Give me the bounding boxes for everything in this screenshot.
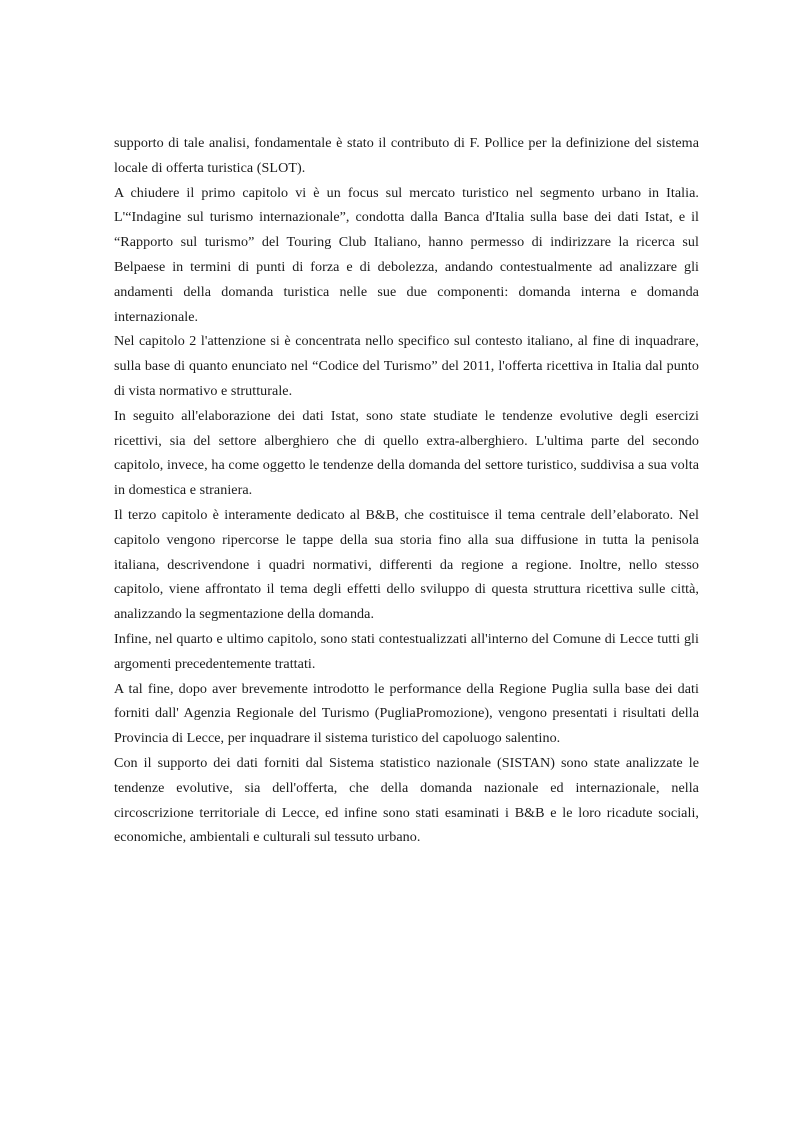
paragraph: Nel capitolo 2 l'attenzione si è concentrata nello specifico sul contesto italiano, al fine di inquadrare, sulla base di quanto enunciato nel “Codice del Turismo” del 2011, l'offerta ricettiva in Italia dal punto di vista normativo e strutturale.: [114, 333, 699, 399]
paragraph: A tal fine, dopo aver brevemente introdotto le performance della Regione Puglia sulla base dei dati forniti dall' Agenzia Regionale del Turismo (PugliaPromozione), vengono presentati i risultati della Provincia di Lecce, per inquadrare il sistema turistico del capoluogo salentino.: [114, 680, 699, 747]
paragraph: Con il supporto dei dati forniti dal Sistema statistico nazionale (SISTAN) sono state analizzate le tendenze evolutive, sia dell'offerta, che della domanda nazionale ed internazionale, nella circoscrizione territoriale di Lecce, ed infine sono stati esaminati i B&B e le loro ricadute sociali, economiche, ambientali e culturali sul tessuto urbano.: [114, 754, 699, 846]
paragraph: supporto di tale analisi, fondamentale è stato il contributo di F. Pollice per la definizione del sistema locale di offerta turistica (SLOT).: [114, 135, 699, 176]
paragraph: In seguito all'elaborazione dei dati Istat, sono state studiate le tendenze evolutive degli esercizi ricettivi, sia del settore alberghiero che di quello extra-alberghiero. L'ultima parte del secondo capitolo, invece, ha come oggetto le tendenze della domanda del settore turistico, suddivisa a sua volta in domestica e straniera.: [114, 407, 699, 499]
document-body: [114, 131, 699, 850]
paragraph: A chiudere il primo capitolo vi è un focus sul mercato turistico nel segmento urbano in Italia. L'“Indagine sul turismo internazionale”, condotta dalla Banca d'Italia sulla base dei dati Istat, e il “Rapporto sul turismo” del Touring Club Italiano, hanno permesso di indirizzare la ricerca sul Belpaese in termini di punti di forza e di debolezza, andando contestualmente ad analizzare gli andamenti della domanda turistica nelle sue due componenti: domanda interna e domanda internazionale.: [114, 184, 699, 325]
paragraph: Il terzo capitolo è interamente dedicato al B&B, che costituisce il tema centrale dell’elaborato. Nel capitolo vengono ripercorse le tappe della sua storia fino alla sua diffusione in tutta la penisola italiana, descrivendone i quadri normativi, differenti da regione a regione. Inoltre, nello stesso capitolo, viene affrontato il tema degli effetti dello sviluppo di questa struttura ricettiva sulle città, analizzando la segmentazione della domanda.: [114, 506, 699, 623]
paragraph: Infine, nel quarto e ultimo capitolo, sono stati contestualizzati all'interno del Comune di Lecce tutti gli argomenti precedentemente trattati.: [114, 630, 699, 672]
